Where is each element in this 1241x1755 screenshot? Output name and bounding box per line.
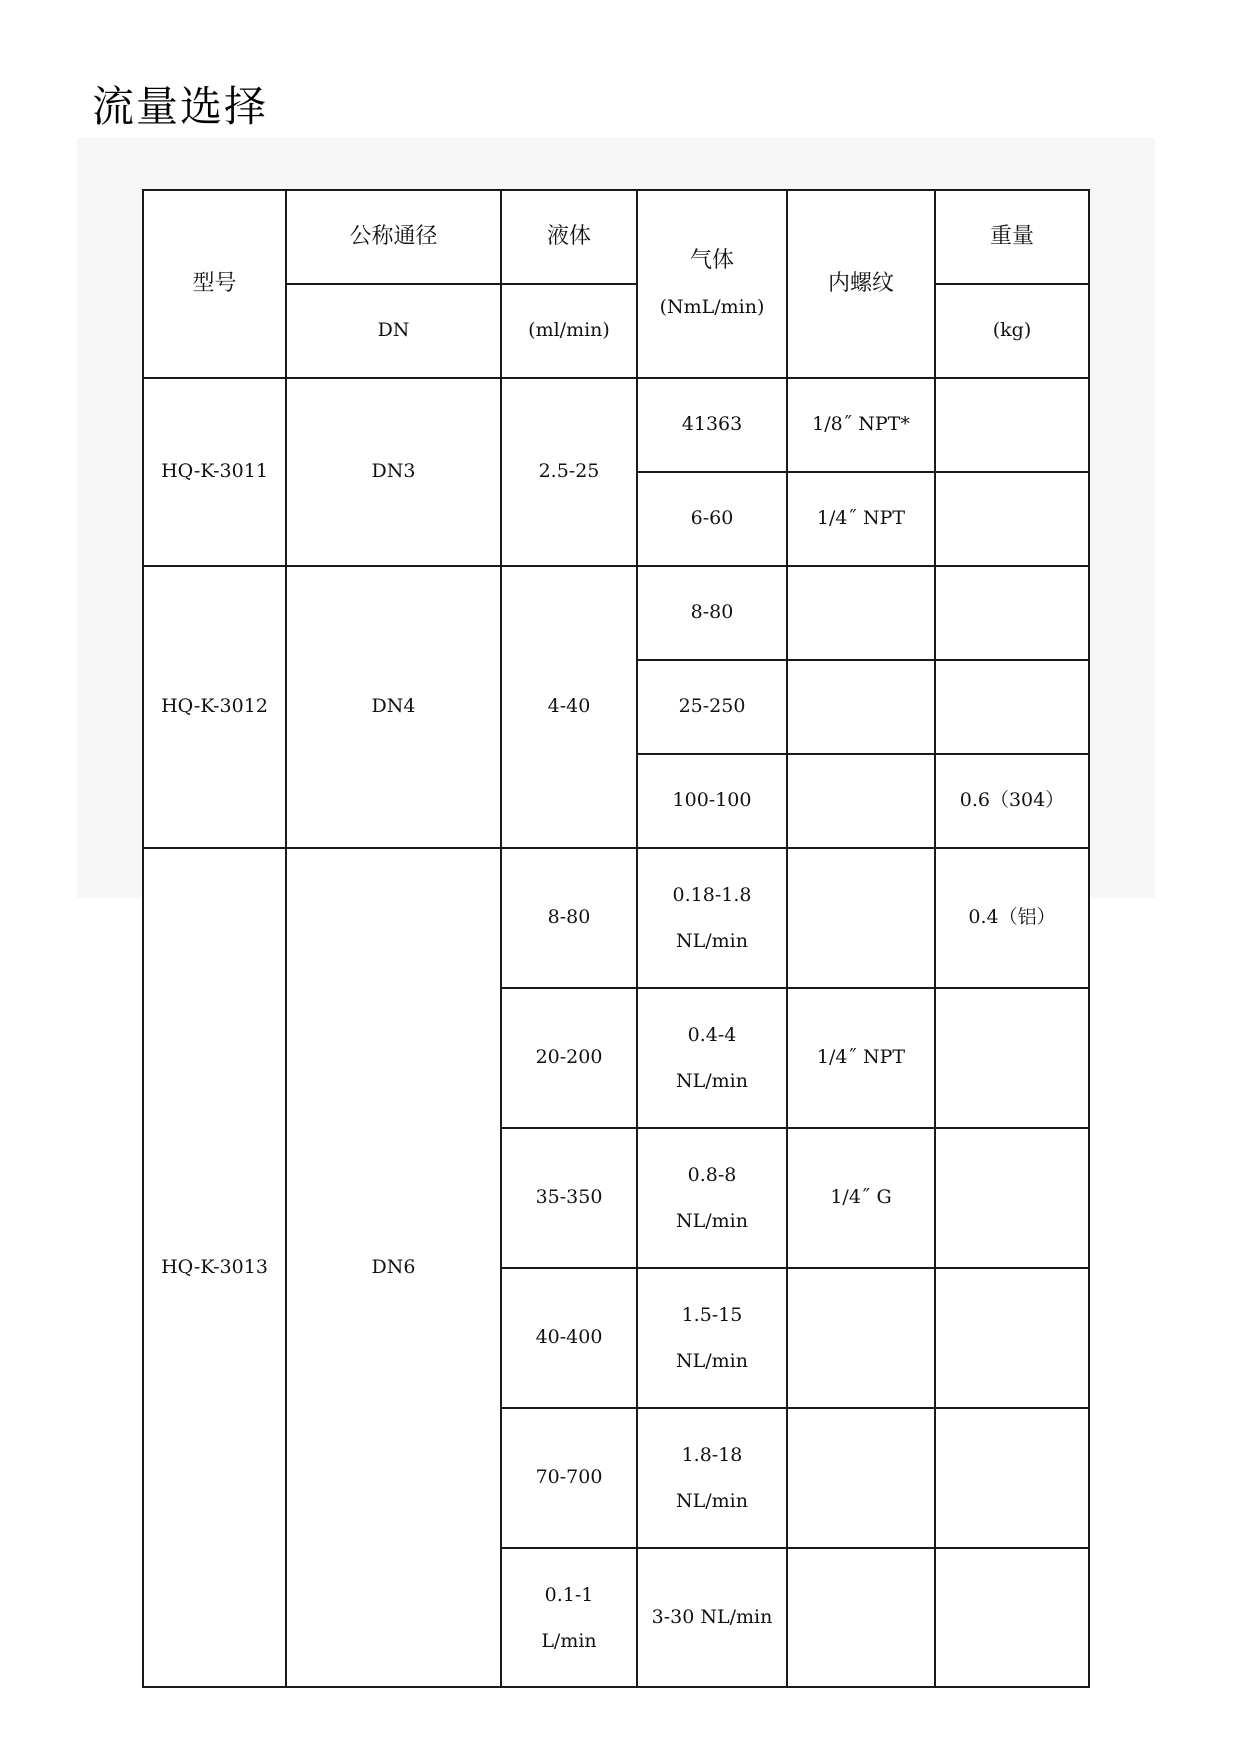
header-liquid: 液体 (501, 190, 637, 284)
liquid-cell: 40-400 (501, 1268, 637, 1408)
liquid-cell: 8-80 (501, 848, 637, 988)
flow-selection-table (142, 189, 1090, 1688)
weight-cell (935, 660, 1089, 754)
gas-value: 1.5-15 (681, 1304, 743, 1326)
header-inner-thread: 内螺纹 (787, 190, 935, 378)
header-weight: 重量 (935, 190, 1089, 284)
liquid-cell: 4-40 (501, 566, 637, 848)
gas-value: 0.8-8 (687, 1164, 737, 1186)
weight-cell (935, 1548, 1089, 1687)
liquid-cell: 2.5-25 (501, 378, 637, 566)
page-title: 流量选择 (92, 82, 269, 131)
thread-cell: 1/4˝ G (787, 1128, 935, 1268)
liquid-cell: 35-350 (501, 1128, 637, 1268)
liquid-cell (501, 1548, 637, 1687)
weight-cell (935, 378, 1089, 472)
thread-cell (787, 660, 935, 754)
thread-cell (787, 848, 935, 988)
model-cell: HQ-K-3012 (143, 566, 286, 848)
gas-cell: 25-250 (637, 660, 787, 754)
gas-value: 1.8-18 (681, 1444, 743, 1466)
dn-cell: DN3 (286, 378, 501, 566)
liquid-cell: 70-700 (501, 1408, 637, 1548)
gas-cell (637, 988, 787, 1128)
gas-cell: 3-30 NL/min (637, 1548, 787, 1687)
weight-cell (935, 1128, 1089, 1268)
liquid-unit: L/min (541, 1629, 597, 1652)
weight-cell: 0.6（304） (935, 754, 1089, 848)
gas-cell (637, 1408, 787, 1548)
weight-cell: 0.4（铝） (935, 848, 1089, 988)
thread-cell (787, 1548, 935, 1687)
header-liquid-unit: (ml/min) (501, 284, 637, 378)
header-gas-label: 气体 (689, 248, 734, 273)
thread-cell (787, 1268, 935, 1408)
table-row (143, 378, 1089, 472)
gas-unit: NL/min (676, 1350, 748, 1372)
header-nominal-diameter-unit: DN (286, 284, 501, 378)
liquid-value: 0.1-1 (544, 1583, 594, 1606)
gas-cell: 41363 (637, 378, 787, 472)
thread-cell: 1/4˝ NPT (787, 472, 935, 566)
gas-unit: NL/min (676, 930, 748, 952)
header-row-1 (143, 190, 1089, 284)
thread-cell (787, 1408, 935, 1548)
thread-cell (787, 754, 935, 848)
gas-unit: NL/min (676, 1210, 748, 1232)
thread-cell: 1/8˝ NPT* (787, 378, 935, 472)
dn-cell: DN6 (286, 848, 501, 1687)
gas-cell (637, 848, 787, 988)
gas-cell: 6-60 (637, 472, 787, 566)
gas-value: 0.4-4 (687, 1024, 737, 1046)
header-weight-unit: (kg) (935, 284, 1089, 378)
gas-cell: 8-80 (637, 566, 787, 660)
liquid-cell: 20-200 (501, 988, 637, 1128)
header-gas-unit: (NmL/min) (659, 296, 765, 318)
thread-cell (787, 566, 935, 660)
gas-cell (637, 1128, 787, 1268)
weight-cell (935, 988, 1089, 1128)
gas-cell (637, 1268, 787, 1408)
table-row (143, 566, 1089, 660)
gas-unit: NL/min (676, 1490, 748, 1512)
header-gas (637, 190, 787, 378)
dn-cell: DN4 (286, 566, 501, 848)
model-cell: HQ-K-3013 (143, 848, 286, 1687)
weight-cell (935, 472, 1089, 566)
gas-unit: NL/min (676, 1070, 748, 1092)
table-row (143, 848, 1089, 988)
weight-cell (935, 566, 1089, 660)
gas-cell: 100-100 (637, 754, 787, 848)
thread-cell: 1/4˝ NPT (787, 988, 935, 1128)
weight-cell (935, 1408, 1089, 1548)
model-cell: HQ-K-3011 (143, 378, 286, 566)
gas-value: 0.18-1.8 (672, 884, 752, 906)
header-nominal-diameter: 公称通径 (286, 190, 501, 284)
header-model: 型号 (143, 190, 286, 378)
weight-cell (935, 1268, 1089, 1408)
